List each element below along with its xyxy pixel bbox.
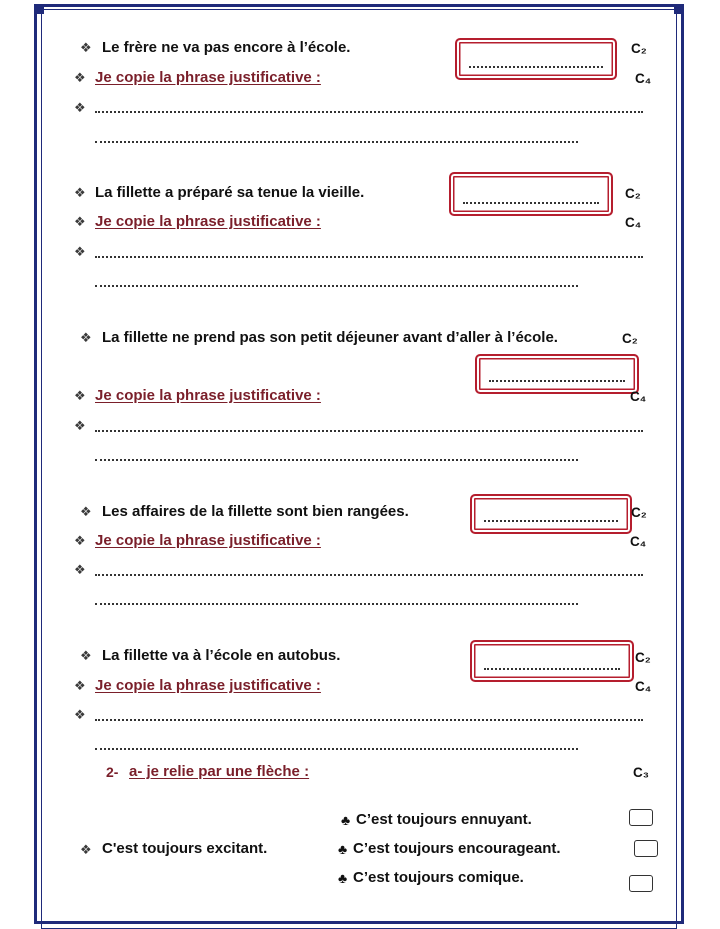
statement-text: Le frère ne va pas encore à l’école. [102,39,351,56]
statement-text: La fillette va à l’école en autobus. [102,647,341,664]
match-checkbox[interactable] [634,840,658,857]
justification-line[interactable] [95,719,643,721]
answer-field[interactable] [449,172,613,216]
frame-corner-ornament [34,4,44,14]
justification-line[interactable] [95,603,578,605]
statement-text: La fillette ne prend pas son petit déjeuner avant d’aller à l’école. [102,329,558,346]
justification-line[interactable] [95,748,578,750]
diamond-bullet-icon: ❖ [74,388,86,403]
competence-code: C₄ [635,71,652,86]
answer-field[interactable] [455,38,617,80]
diamond-bullet-icon: ❖ [74,70,86,85]
competence-code: C₂ [625,186,641,201]
justify-label: Je copie la phrase justificative : [95,387,321,404]
answer-dotted-line [463,202,599,204]
diamond-bullet-icon: ❖ [74,678,86,693]
match-checkbox[interactable] [629,875,653,892]
competence-code: C₄ [630,534,647,549]
answer-dotted-line [489,380,625,382]
statement-text: Les affaires de la fillette sont bien rangées. [102,503,409,520]
competence-code: C₄ [625,215,642,230]
justification-line[interactable] [95,256,643,258]
statement-text: La fillette a préparé sa tenue la vieille. [95,184,365,201]
match-source-item: C'est toujours excitant. [102,840,268,857]
competence-code: C₃ [633,765,649,780]
diamond-bullet-icon: ❖ [80,504,92,519]
justify-label: Je copie la phrase justificative : [95,213,321,230]
justification-line[interactable] [95,111,643,113]
match-option: C’est toujours encourageant. [353,840,561,857]
match-option: C’est toujours comique. [353,869,524,886]
justify-label: Je copie la phrase justificative : [95,69,321,86]
answer-field[interactable] [475,354,639,394]
diamond-bullet-icon: ❖ [74,185,86,200]
competence-code: C₄ [630,389,647,404]
justification-line[interactable] [95,430,643,432]
justification-line[interactable] [95,574,643,576]
competence-code: C₂ [631,505,647,520]
diamond-bullet-icon: ❖ [80,842,92,857]
answer-dotted-line [484,668,620,670]
diamond-bullet-icon: ❖ [74,562,86,577]
match-option: C’est toujours ennuyant. [356,811,532,828]
justification-line[interactable] [95,285,578,287]
diamond-bullet-icon: ❖ [74,707,86,722]
diamond-bullet-icon: ❖ [74,418,86,433]
competence-code: C₄ [635,679,652,694]
diamond-bullet-icon: ❖ [80,648,92,663]
section-title: a- je relie par une flèche : [129,763,310,780]
frame-corner-ornament [674,4,684,14]
justification-line[interactable] [95,141,578,143]
diamond-bullet-icon: ❖ [74,214,86,229]
match-checkbox[interactable] [629,809,653,826]
club-bullet-icon: ♣ [341,812,351,828]
competence-code: C₂ [635,650,651,665]
answer-field[interactable] [470,640,634,682]
club-bullet-icon: ♣ [338,841,348,857]
diamond-bullet-icon: ❖ [74,244,86,259]
diamond-bullet-icon: ❖ [80,40,92,55]
justification-line[interactable] [95,459,578,461]
diamond-bullet-icon: ❖ [80,330,92,345]
club-bullet-icon: ♣ [338,870,348,886]
page-frame-inner [41,9,677,929]
section-number: 2- [106,764,119,780]
competence-code: C₂ [631,41,647,56]
answer-dotted-line [469,66,603,68]
justify-label: Je copie la phrase justificative : [95,677,321,694]
answer-field[interactable] [470,494,632,534]
competence-code: C₂ [622,331,638,346]
diamond-bullet-icon: ❖ [74,533,86,548]
answer-dotted-line [484,520,618,522]
justify-label: Je copie la phrase justificative : [95,532,321,549]
diamond-bullet-icon: ❖ [74,100,86,115]
